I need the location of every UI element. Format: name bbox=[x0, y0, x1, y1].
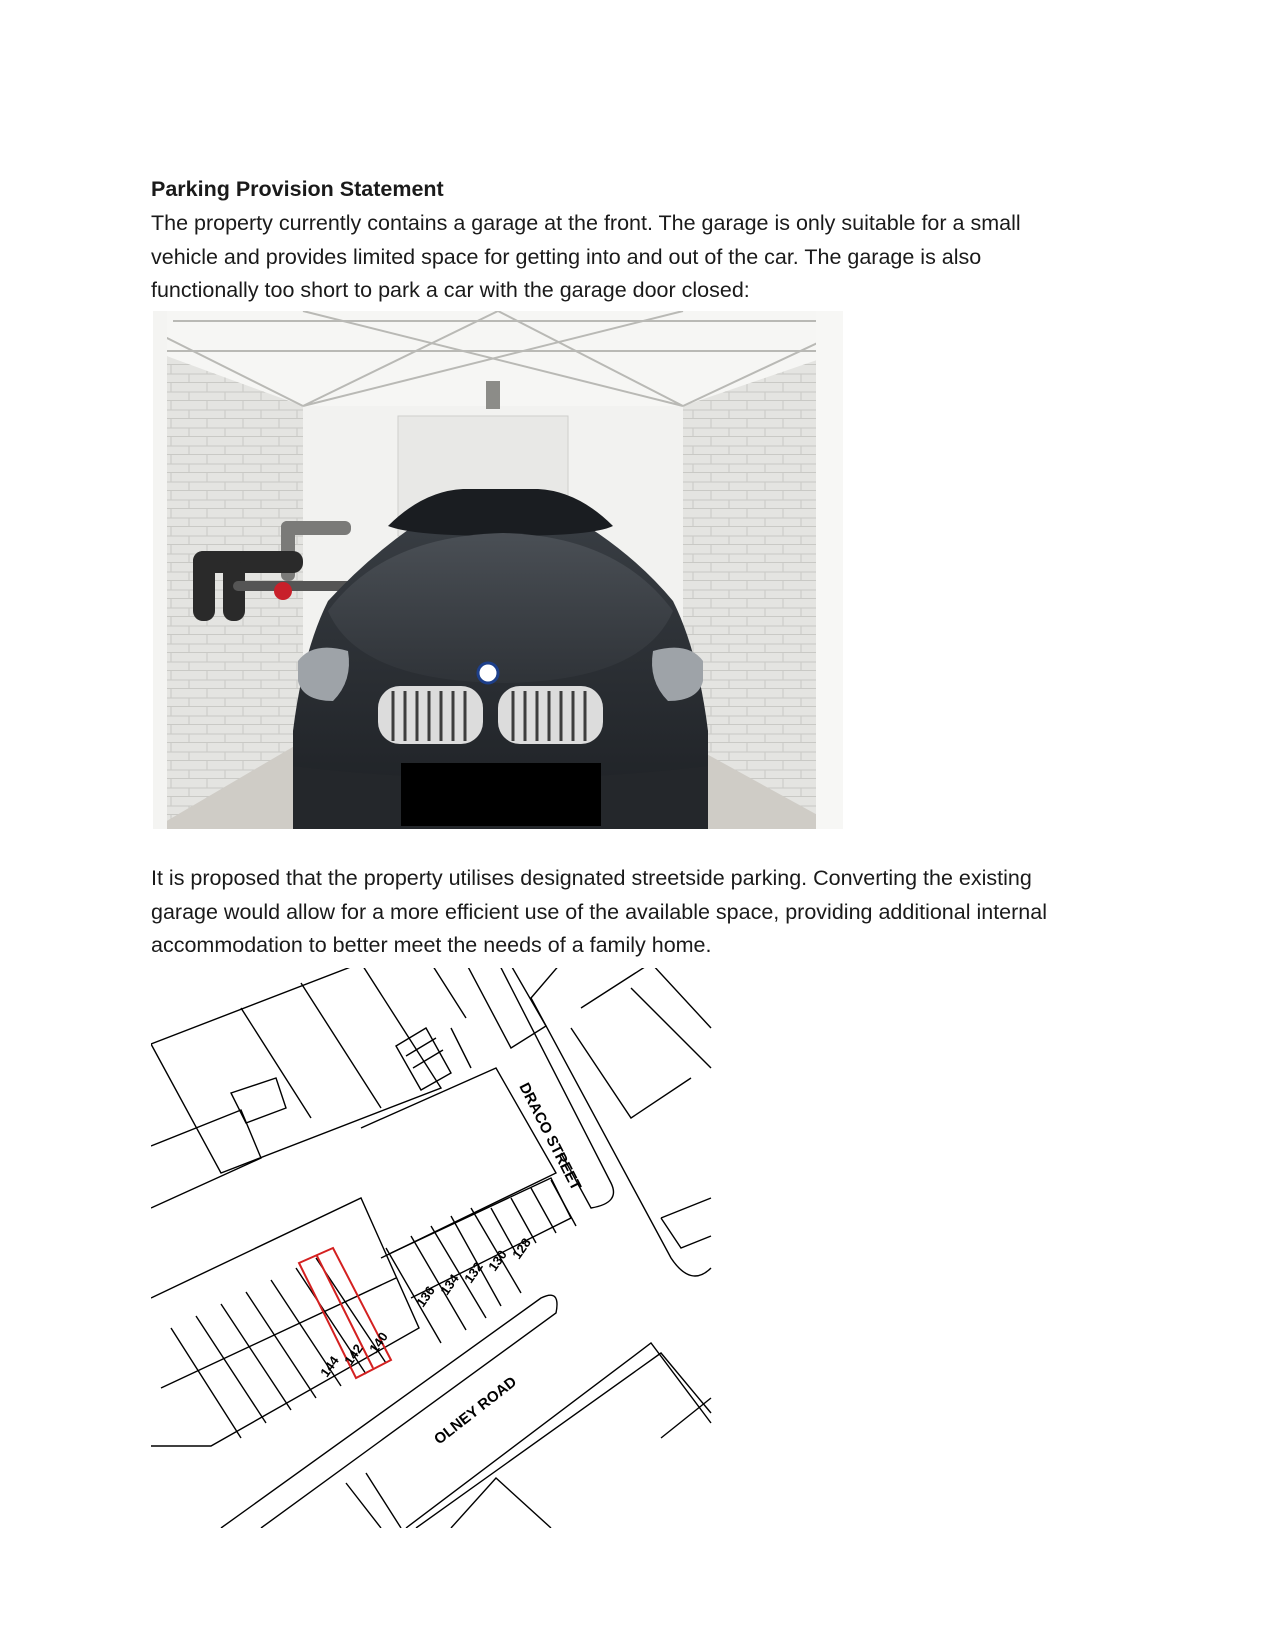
house-number: 130 bbox=[485, 1247, 510, 1274]
paragraph-line: functionally too short to park a car with the garage door closed: bbox=[151, 278, 750, 302]
street-label-olney: OLNEY ROAD bbox=[430, 1373, 521, 1449]
house-number: 142 bbox=[341, 1341, 366, 1368]
house-number: 140 bbox=[366, 1329, 391, 1356]
street-label-draco: DRACO STREET bbox=[515, 1080, 585, 1194]
intro-paragraph bbox=[151, 207, 1151, 308]
paragraph-line: The property currently contains a garage at the front. The garage is only suitable for a small bbox=[151, 211, 1021, 235]
proposal-paragraph bbox=[151, 862, 1151, 963]
house-number: 134 bbox=[437, 1271, 462, 1298]
page-heading: Parking Provision Statement bbox=[151, 177, 444, 201]
house-number: 132 bbox=[461, 1259, 486, 1286]
paragraph-line: garage would allow for a more efficient use of the available space, providing additional internal bbox=[151, 899, 1047, 924]
paragraph-line: It is proposed that the property utilises designated streetside parking. Converting the existing bbox=[151, 866, 1032, 890]
house-number: 136 bbox=[413, 1283, 438, 1310]
paragraph-line: vehicle and provides limited space for getting into and out of the car. The garage is also bbox=[151, 244, 982, 269]
house-number: 128 bbox=[509, 1235, 534, 1262]
garage-photo bbox=[153, 311, 843, 829]
house-number: 144 bbox=[317, 1353, 342, 1380]
paragraph-line: accommodation to better meet the needs of a family home. bbox=[151, 933, 712, 957]
site-plan-map bbox=[151, 968, 723, 1528]
